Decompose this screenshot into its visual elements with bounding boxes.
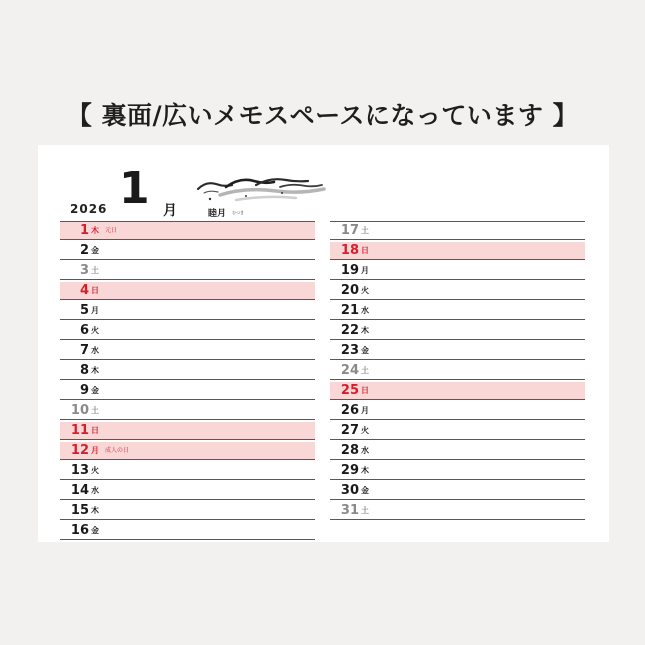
day-number: 7: [79, 343, 89, 358]
weekday-label: 月: [361, 266, 369, 275]
weekday-label: 金: [91, 386, 99, 395]
old-month-name: 睦月: [208, 209, 227, 219]
page-banner: 【 裏面/広いメモスペースになっています 】: [66, 101, 579, 130]
day-number: 27: [340, 423, 359, 438]
calendar-day-row: [60, 522, 315, 540]
calendar-day-row: [60, 462, 315, 480]
weekday-label: 金: [91, 246, 99, 255]
day-number: 21: [340, 303, 359, 318]
day-number: 12: [70, 443, 89, 458]
weekday-label: 土: [91, 406, 99, 415]
weekday-label: 日: [361, 246, 369, 255]
weekday-label: 水: [91, 346, 99, 355]
calendar-column-right: [330, 221, 585, 522]
calendar-day-row: [60, 262, 315, 280]
old-month-reading: むつき: [232, 210, 244, 215]
calendar-day-row: [330, 362, 585, 380]
day-number: 20: [340, 283, 359, 298]
calendar-day-row: [60, 322, 315, 340]
calendar-day-row: [60, 482, 315, 500]
weekday-label: 金: [361, 346, 369, 355]
weekday-label: 月: [91, 306, 99, 315]
holiday-label: 元日: [105, 227, 118, 234]
weekday-label: 火: [91, 466, 99, 475]
weekday-label: 土: [361, 226, 369, 235]
day-number: 14: [70, 483, 89, 498]
day-number: 11: [70, 423, 89, 438]
calendar-day-row: [60, 502, 315, 520]
day-number: 24: [340, 363, 359, 378]
calendar-day-row: [330, 462, 585, 480]
weekday-label: 日: [91, 286, 99, 295]
day-number: 18: [340, 243, 359, 258]
weekday-label: 土: [91, 266, 99, 275]
calendar-day-row: [60, 221, 315, 240]
day-number: 22: [340, 323, 359, 338]
month-number: 1: [119, 163, 150, 214]
calendar-day-row: [60, 442, 315, 460]
day-number: 23: [340, 343, 359, 358]
day-number: 16: [70, 523, 89, 538]
weekday-label: 日: [91, 426, 99, 435]
weekday-label: 金: [361, 486, 369, 495]
day-number: 17: [340, 223, 359, 238]
day-number: 2: [79, 243, 89, 258]
calendar-day-row: [330, 482, 585, 500]
calendar-day-row: [60, 242, 315, 260]
day-number: 25: [340, 383, 359, 398]
calendar-day-row: [330, 502, 585, 520]
day-number: 8: [79, 363, 89, 378]
weekday-label: 木: [91, 506, 99, 515]
month-kanji: 月: [163, 203, 177, 219]
weekday-label: 木: [91, 226, 99, 235]
weekday-label: 月: [91, 446, 99, 455]
calendar-day-row: [330, 262, 585, 280]
calendar-day-row: [60, 382, 315, 400]
weekday-label: 水: [91, 486, 99, 495]
weekday-label: 金: [91, 526, 99, 535]
calendar-day-row: [330, 422, 585, 440]
calendar-day-row: [60, 342, 315, 360]
day-number: 6: [79, 323, 89, 338]
calendar-day-row: [330, 342, 585, 360]
weekday-label: 土: [361, 366, 369, 375]
weekday-label: 木: [91, 366, 99, 375]
mountain-ink-icon: [196, 175, 326, 209]
calendar-day-row: [60, 302, 315, 320]
calendar-day-row: [60, 402, 315, 420]
calendar-day-row: [330, 302, 585, 320]
weekday-label: 水: [361, 306, 369, 315]
weekday-label: 土: [361, 506, 369, 515]
calendar-day-row: [330, 221, 585, 240]
day-number: 28: [340, 443, 359, 458]
day-number: 4: [79, 283, 89, 298]
calendar-year: 2026: [70, 202, 108, 216]
calendar-day-row: [330, 382, 585, 400]
weekday-label: 月: [361, 406, 369, 415]
calendar-day-row: [330, 442, 585, 460]
calendar-day-row: [330, 322, 585, 340]
day-number: 9: [79, 383, 89, 398]
day-number: 26: [340, 403, 359, 418]
day-number: 29: [340, 463, 359, 478]
weekday-label: 日: [361, 386, 369, 395]
weekday-label: 火: [361, 286, 369, 295]
day-number: 1: [79, 223, 89, 238]
day-number: 10: [70, 403, 89, 418]
day-number: 31: [340, 503, 359, 518]
day-number: 19: [340, 263, 359, 278]
calendar-day-row: [330, 242, 585, 260]
calendar-day-row: [330, 402, 585, 420]
weekday-label: 火: [361, 426, 369, 435]
day-number: 13: [70, 463, 89, 478]
weekday-label: 火: [91, 326, 99, 335]
day-number: 15: [70, 503, 89, 518]
calendar-day-row: [60, 282, 315, 300]
day-number: 5: [79, 303, 89, 318]
holiday-label: 成人の日: [105, 447, 130, 454]
day-number: 30: [340, 483, 359, 498]
weekday-label: 木: [361, 326, 369, 335]
calendar-sheet: [38, 145, 609, 542]
day-number: 3: [79, 263, 89, 278]
weekday-label: 水: [361, 446, 369, 455]
weekday-label: 木: [361, 466, 369, 475]
calendar-column-left: [60, 221, 315, 542]
calendar-day-row: [60, 422, 315, 440]
calendar-day-row: [60, 362, 315, 380]
calendar-day-row: [330, 282, 585, 300]
